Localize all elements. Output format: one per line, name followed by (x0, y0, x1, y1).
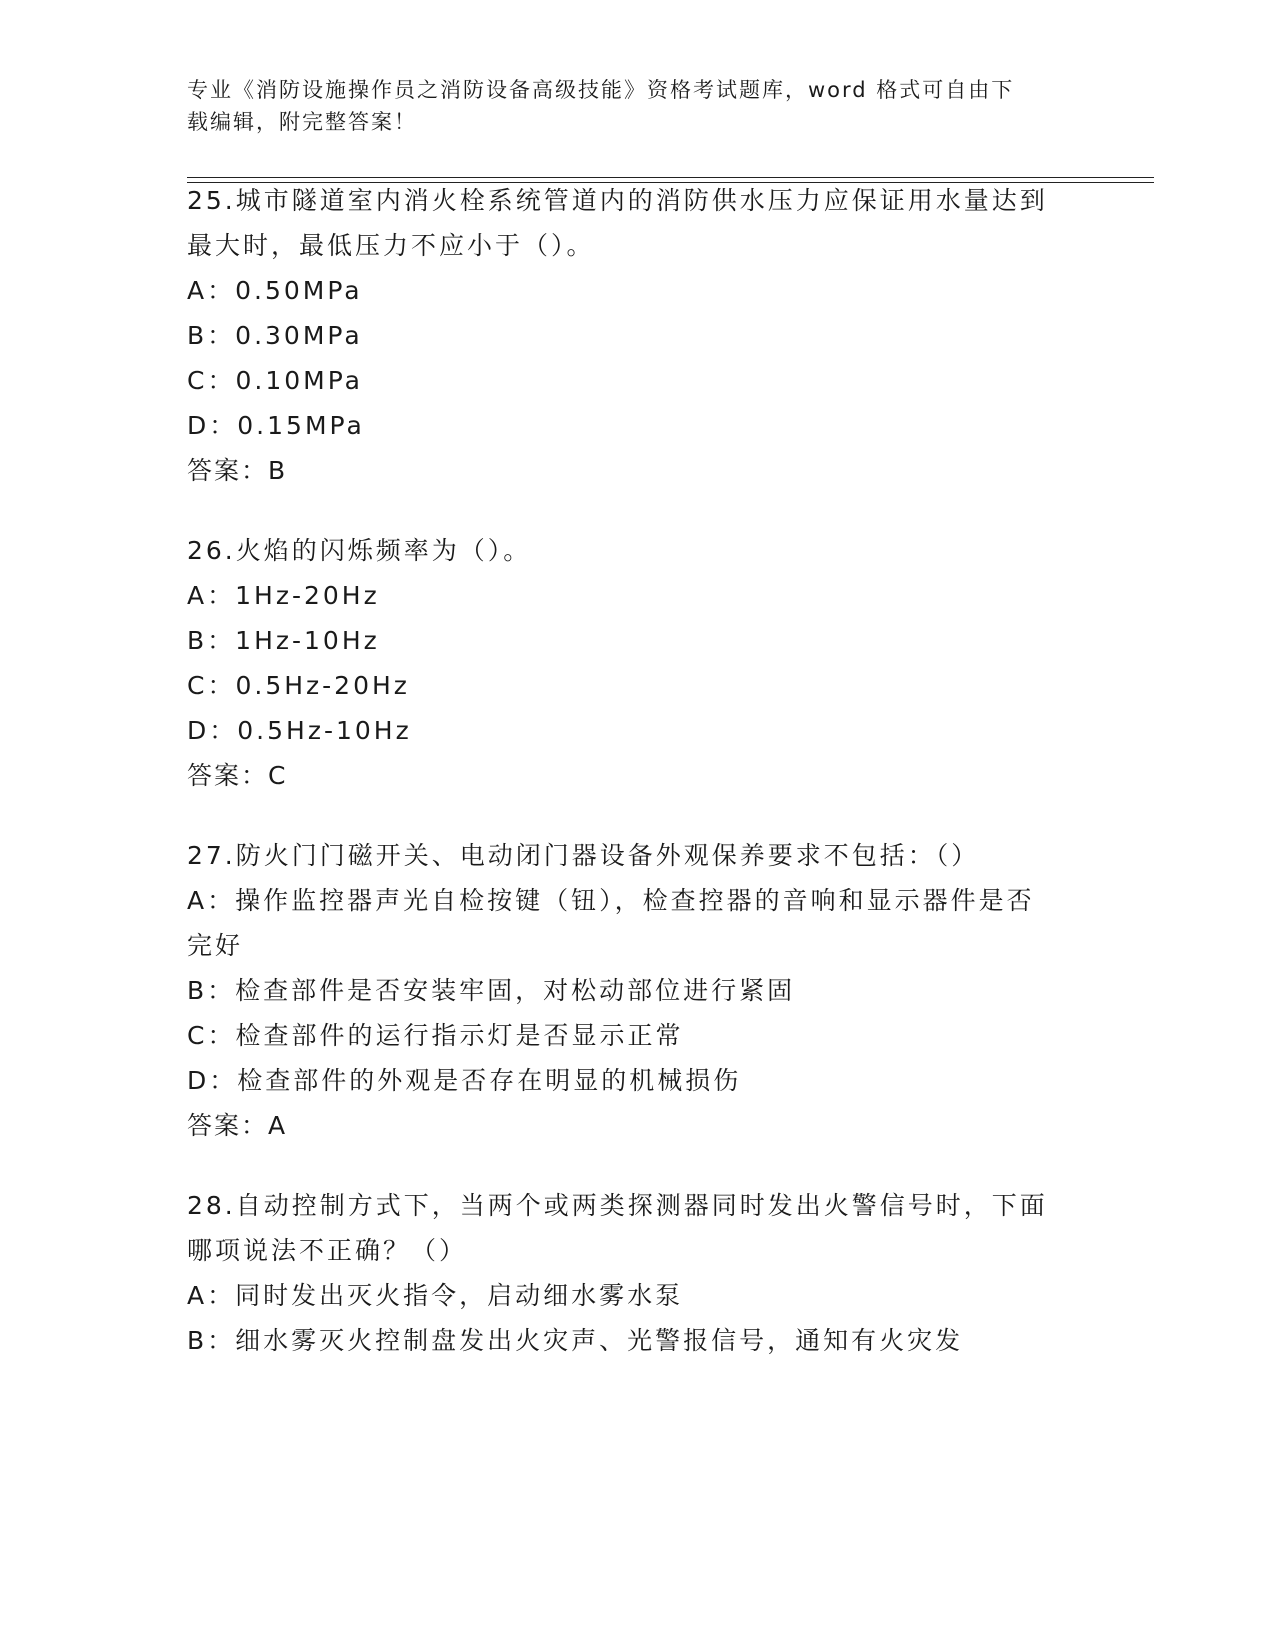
option-c: C：0.5Hz-20Hz (187, 671, 410, 700)
option-c: C：检查部件的运行指示灯是否显示正常 (187, 1021, 684, 1050)
option-a: A：1Hz-20Hz (187, 581, 380, 610)
document-header (187, 74, 1067, 138)
question-stem: 27.防火门门磁开关、电动闭门器设备外观保养要求不包括：（） (187, 841, 980, 870)
question-stem: 26.火焰的闪烁频率为（）。 (187, 536, 532, 565)
option-c: C：0.10MPa (187, 366, 363, 395)
option-a: A：操作监控器声光自检按键（钮），检查控器的音响和显示器件是否 (187, 886, 1035, 915)
question-25 (187, 178, 1087, 493)
option-b: B：1Hz-10Hz (187, 626, 380, 655)
option-a: A：0.50MPa (187, 276, 363, 305)
option-b: B：细水雾灭火控制盘发出火灾声、光警报信号，通知有火灾发 (187, 1326, 964, 1355)
header-line-1: 专业《消防设施操作员之消防设备高级技能》资格考试题库，word 格式可自由下 (187, 78, 1015, 102)
question-stem: 哪项说法不正确？（） (187, 1236, 468, 1265)
header-line-2: 载编辑，附完整答案！ (187, 110, 417, 134)
option-d: D：检查部件的外观是否存在明显的机械损伤 (187, 1066, 742, 1095)
answer: 答案：A (187, 1111, 288, 1140)
question-stem: 28.自动控制方式下，当两个或两类探测器同时发出火警信号时，下面 (187, 1191, 1048, 1220)
option-b: B：检查部件是否安装牢固，对松动部位进行紧固 (187, 976, 796, 1005)
option-d: D：0.15MPa (187, 411, 365, 440)
option-d: D：0.5Hz-10Hz (187, 716, 412, 745)
question-stem: 25.城市隧道室内消火栓系统管道内的消防供水压力应保证用水量达到 (187, 186, 1048, 215)
question-stem: 最大时，最低压力不应小于（）。 (187, 231, 595, 260)
answer: 答案：C (187, 761, 288, 790)
option-a: A：同时发出灭火指令，启动细水雾水泵 (187, 1281, 684, 1310)
option-a-continued: 完好 (187, 931, 244, 960)
question-28 (187, 1183, 1087, 1363)
question-26 (187, 528, 1087, 798)
question-27 (187, 833, 1087, 1148)
option-b: B：0.30MPa (187, 321, 363, 350)
answer: 答案：B (187, 456, 288, 485)
